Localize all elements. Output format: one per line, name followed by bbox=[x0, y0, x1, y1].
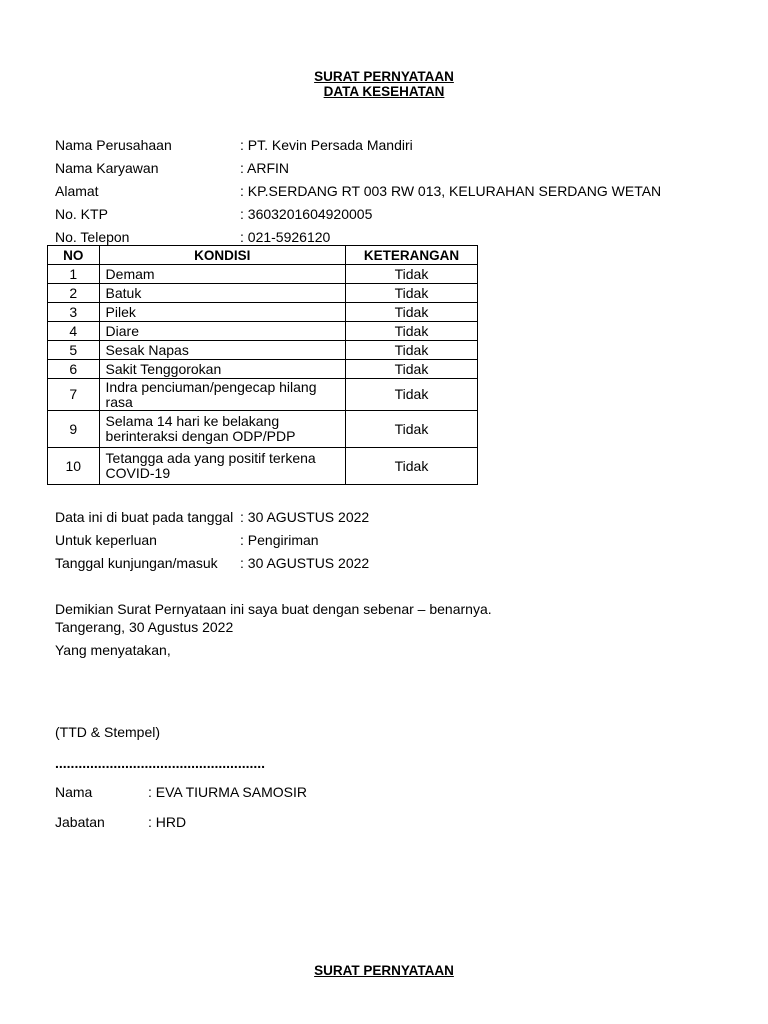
signature-line: ...................................................... bbox=[55, 755, 266, 771]
company-name-value: : PT. Kevin Persada Mandiri bbox=[240, 137, 413, 153]
document-title: SURAT PERNYATAAN bbox=[314, 69, 454, 84]
row-condition: Pilek bbox=[99, 303, 345, 322]
phone-label: No. Telepon bbox=[55, 229, 130, 245]
purpose-label: Untuk keperluan bbox=[55, 532, 157, 548]
phone-value: : 021-5926120 bbox=[240, 229, 331, 245]
row-condition: Sesak Napas bbox=[99, 341, 345, 360]
row-status: Tidak bbox=[345, 322, 477, 341]
table-row bbox=[48, 265, 478, 284]
table-row bbox=[48, 379, 478, 411]
visit-date-value: : 30 AGUSTUS 2022 bbox=[240, 555, 370, 571]
row-condition: Indra penciuman/pengecap hilang rasa bbox=[99, 379, 345, 411]
row-condition: Batuk bbox=[99, 284, 345, 303]
row-number: 6 bbox=[48, 360, 100, 379]
row-condition: Selama 14 hari ke belakang berinteraksi dengan ODP/PDP bbox=[99, 411, 345, 448]
created-date-label: Data ini di buat pada tanggal bbox=[55, 509, 234, 525]
column-header-keterangan: KETERANGAN bbox=[345, 246, 477, 265]
row-status: Tidak bbox=[345, 411, 477, 448]
row-number: 4 bbox=[48, 322, 100, 341]
address-value: : KP.SERDANG RT 003 RW 013, KELURAHAN SERDANG WETAN bbox=[240, 183, 662, 199]
row-condition: Tetangga ada yang positif terkena COVID-19 bbox=[99, 448, 345, 485]
table-row bbox=[48, 448, 478, 485]
table-row bbox=[48, 284, 478, 303]
signature-note: (TTD & Stempel) bbox=[55, 724, 161, 740]
place-date: Tangerang, 30 Agustus 2022 bbox=[55, 619, 234, 635]
employee-name-label: Nama Karyawan bbox=[55, 160, 159, 176]
column-header-no: NO bbox=[48, 246, 100, 265]
table-row bbox=[48, 360, 478, 379]
column-header-kondisi: KONDISI bbox=[99, 246, 345, 265]
row-number: 9 bbox=[48, 411, 100, 448]
row-number: 5 bbox=[48, 341, 100, 360]
signer-position-label: Jabatan bbox=[55, 814, 105, 830]
created-date-value: : 30 AGUSTUS 2022 bbox=[240, 509, 370, 525]
row-number: 1 bbox=[48, 265, 100, 284]
row-number: 10 bbox=[48, 448, 100, 485]
table-row bbox=[48, 303, 478, 322]
health-condition-table bbox=[47, 245, 478, 485]
row-number: 3 bbox=[48, 303, 100, 322]
signer-intro: Yang menyatakan, bbox=[55, 642, 171, 658]
table-row bbox=[48, 341, 478, 360]
next-page-title: SURAT PERNYATAAN bbox=[314, 963, 454, 978]
row-status: Tidak bbox=[345, 448, 477, 485]
company-name-label: Nama Perusahaan bbox=[55, 137, 172, 153]
row-status: Tidak bbox=[345, 265, 477, 284]
row-status: Tidak bbox=[345, 360, 477, 379]
visit-date-label: Tanggal kunjungan/masuk bbox=[55, 555, 218, 571]
row-status: Tidak bbox=[345, 303, 477, 322]
purpose-value: : Pengiriman bbox=[240, 532, 319, 548]
row-status: Tidak bbox=[345, 379, 477, 411]
row-condition: Diare bbox=[99, 322, 345, 341]
row-number: 2 bbox=[48, 284, 100, 303]
document-subtitle: DATA KESEHATAN bbox=[323, 84, 445, 99]
row-condition: Demam bbox=[99, 265, 345, 284]
ktp-value: : 3603201604920005 bbox=[240, 206, 373, 222]
table-row bbox=[48, 322, 478, 341]
row-status: Tidak bbox=[345, 284, 477, 303]
address-label: Alamat bbox=[55, 183, 99, 199]
signer-name-value: : EVA TIURMA SAMOSIR bbox=[148, 784, 307, 800]
signer-name-label: Nama bbox=[55, 784, 93, 800]
employee-name-value: : ARFIN bbox=[240, 160, 290, 176]
row-number: 7 bbox=[48, 379, 100, 411]
table-header-row bbox=[48, 246, 478, 265]
row-condition: Sakit Tenggorokan bbox=[99, 360, 345, 379]
row-status: Tidak bbox=[345, 341, 477, 360]
ktp-label: No. KTP bbox=[55, 206, 108, 222]
closing-statement: Demikian Surat Pernyataan ini saya buat dengan sebenar – benarnya. bbox=[55, 601, 492, 617]
table-row bbox=[48, 411, 478, 448]
signer-position-value: : HRD bbox=[148, 814, 187, 830]
